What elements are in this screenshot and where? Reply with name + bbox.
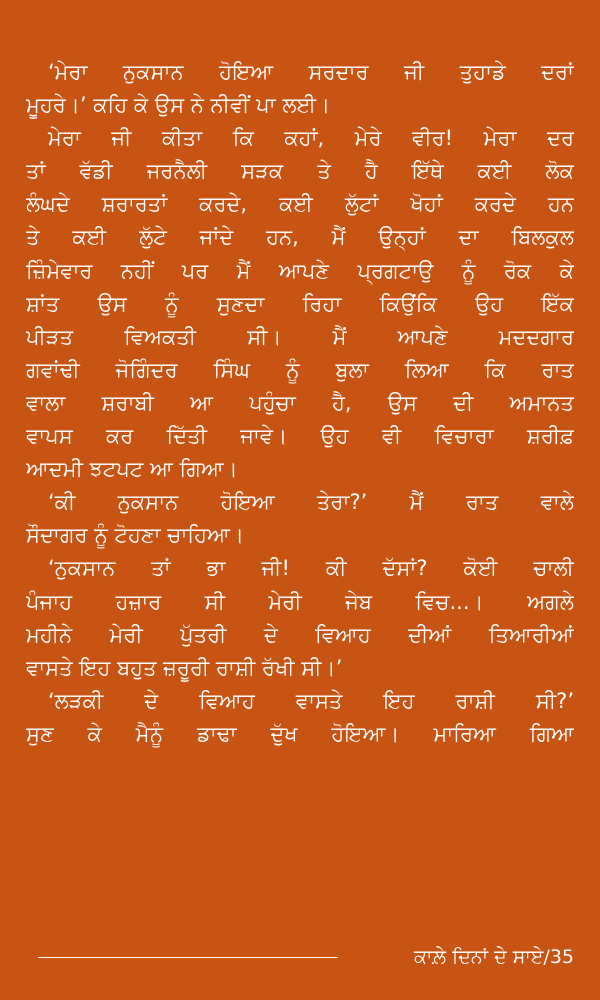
text-line: ਤੇ ਕਈ ਲੁੱਟੇ ਜਾਂਦੇ ਹਨ, ਮੈਂ ਉਨ੍ਹਾਂ ਦਾ ਬਿਲਕੁਲ [26, 225, 574, 250]
text-line: ਜ਼ਿੰਮੇਵਾਰ ਨਹੀਂ ਪਰ ਮੈਂ ਆਪਣੇ ਪ੍ਰਗਟਾਉ ਨੂੰ ਰੋਕ ਕੇ [26, 258, 574, 283]
running-title: ਕਾਲ਼ੇ ਦਿਨਾਂ ਦੇ ਸਾਏ/35 [414, 946, 574, 968]
text-line: ਮੇਰਾ ਜੀ ਕੀਤਾ ਕਿ ਕਹਾਂ, ਮੇਰੇ ਵੀਰ! ਮੇਰਾ ਦਰ [48, 126, 574, 151]
text-line: ਸੁਣ ਕੇ ਮੈਨੂੰ ਡਾਢਾ ਦੁੱਖ ਹੋਇਆ। ਮਾਰਿਆ ਗਿਆ [26, 721, 574, 746]
text-line: ‘ਲੜਕੀ ਦੇ ਵਿਆਹ ਵਾਸਤੇ ਇਹ ਰਾਸ਼ੀ ਸੀ?’ [48, 688, 574, 713]
text-line: ਸ਼ਾਂਤ ਉਸ ਨੂੰ ਸੁਣਦਾ ਰਿਹਾ ਕਿਉਂਕਿ ਉਹ ਇੱਕ [26, 291, 574, 316]
page-footer [38, 940, 574, 974]
text-line: ‘ਮੇਰਾ ਨੁਕਸਾਨ ਹੋਇਆ ਸਰਦਾਰ ਜੀ ਤੁਹਾਡੇ ਦਰਾਂ [48, 60, 574, 84]
text-line: ‘ਨੁਕਸਾਨ ਤਾਂ ਭਾ ਜੀ! ਕੀ ਦੱਸਾਂ? ਕੋਈ ਚਾਲੀ [48, 556, 574, 581]
text-line: ਵਾਸਤੇ ਇਹ ਬਹੁਤ ਜ਼ਰੂਰੀ ਰਾਸ਼ੀ ਰੱਖੀ ਸੀ।’ [26, 655, 343, 680]
text-line: ਗਵਾਂਢੀ ਜੋਗਿੰਦਰ ਸਿੰਘ ਨੂੰ ਬੁਲਾ ਲਿਆ ਕਿ ਰਾਤ [26, 357, 574, 382]
text-line: ਆਦਮੀ ਝਟਪਟ ਆ ਗਿਆ। [26, 457, 238, 482]
text-line: ਵਾਪਸ ਕਰ ਦਿੱਤੀ ਜਾਵੇ। ਉਹ ਵੀ ਵਿਚਾਰਾ ਸ਼ਰੀਫ਼ [26, 424, 574, 449]
text-line: ਪੰਜਾਹ ਹਜ਼ਾਰ ਸੀ ਮੇਰੀ ਜੇਬ ਵਿਚ...। ਅਗਲੇ [26, 589, 574, 614]
footer-rule [38, 957, 338, 958]
text-line: ਮੂਹਰੇ।’ ਕਹਿ ਕੇ ਉਸ ਨੇ ਨੀਵੀਂ ਪਾ ਲਈ। [26, 93, 331, 118]
text-line: ਮਹੀਨੇ ਮੇਰੀ ਪੁੱਤਰੀ ਦੇ ਵਿਆਹ ਦੀਆਂ ਤਿਆਰੀਆਂ [26, 622, 574, 647]
text-line: ਤਾਂ ਵੱਡੀ ਜਰਨੈਲੀ ਸੜਕ ਤੇ ਹੈ ਇੱਥੇ ਕਈ ਲੋਕ [26, 159, 574, 184]
body-text [26, 56, 574, 751]
text-line: ਪੀੜਤ ਵਿਅਕਤੀ ਸੀ। ਮੈਂ ਆਪਣੇ ਮਦਦਗਾਰ [26, 324, 574, 349]
text-line: ਵਾਲਾ ਸ਼ਰਾਬੀ ਆ ਪਹੁੰਚਾ ਹੈ, ਉਸ ਦੀ ਅਮਾਨਤ [26, 390, 574, 415]
text-line: ਲੰਘਦੇ ਸ਼ਰਾਰਤਾਂ ਕਰਦੇ, ਕਈ ਲੁੱਟਾਂ ਖੋਹਾਂ ਕਰਦੇ ਹਨ [26, 192, 574, 217]
text-line: ‘ਕੀ ਨੁਕਸਾਨ ਹੋਇਆ ਤੇਰਾ?’ ਮੈਂ ਰਾਤ ਵਾਲੇ [48, 490, 574, 515]
text-line: ਸੌਦਾਗਰ ਨੂੰ ਟੋਹਣਾ ਚਾਹਿਆ। [26, 523, 245, 548]
